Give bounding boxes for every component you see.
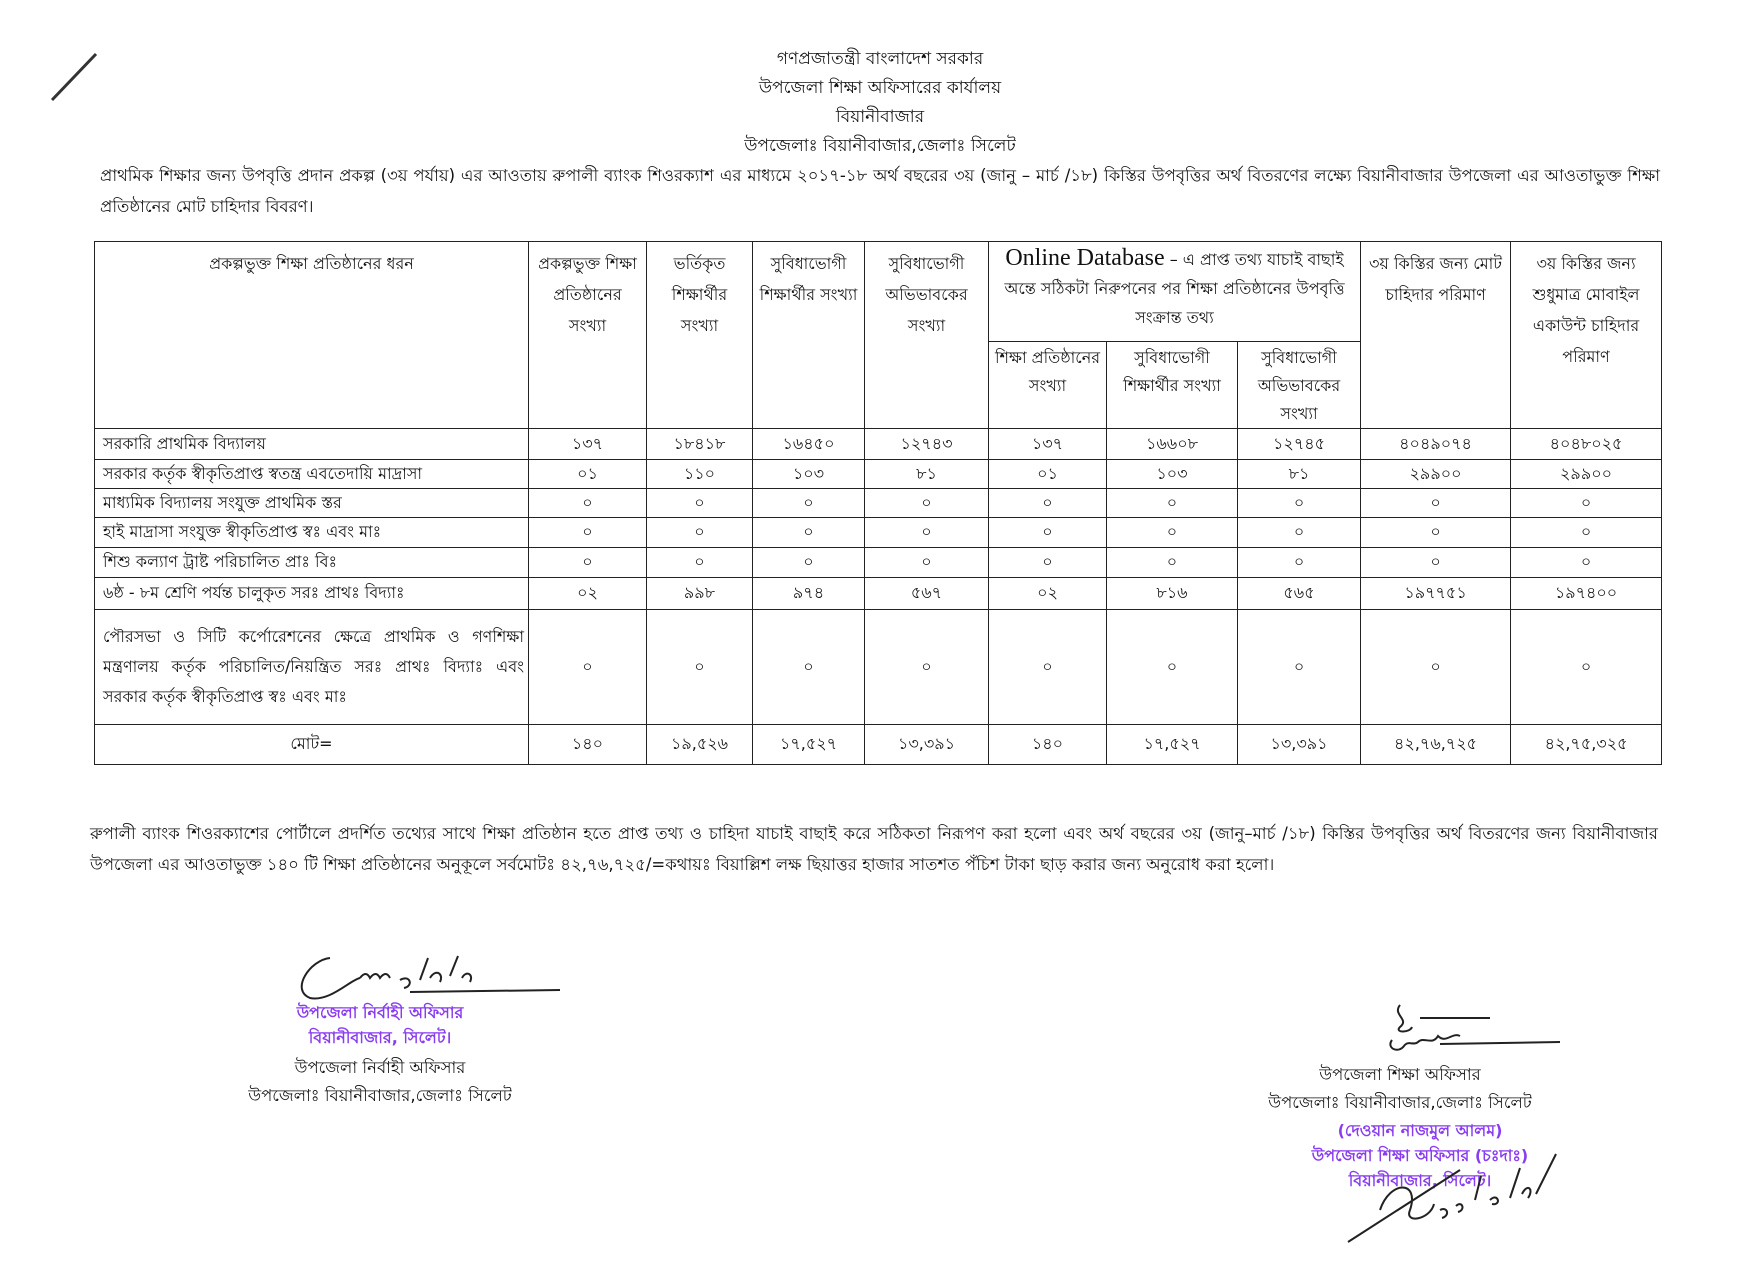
signature-uno: [290, 950, 570, 1010]
table-cell: ১৩৭: [989, 429, 1107, 460]
table-row: [95, 460, 1662, 489]
online-database-label: Online Database: [1005, 245, 1165, 271]
total-cell: ১৭,৫২৭: [1107, 725, 1238, 765]
table-cell: ০: [753, 610, 865, 725]
row-label: ৬ষ্ঠ - ৮ম শ্রেণি পর্যন্ত চালুকৃত সরঃ প্রাথঃ বিদ্যাঃ: [95, 578, 529, 610]
table-cell: ৮১৬: [1107, 578, 1238, 610]
col-header-online-students: সুবিধাভোগী শিক্ষার্থীর সংখ্যা: [1107, 342, 1238, 429]
table-cell: ০: [989, 489, 1107, 518]
table-cell: ০: [647, 518, 753, 548]
table-cell: ০: [1238, 489, 1361, 518]
total-row: [95, 725, 1662, 765]
table-row: [95, 489, 1662, 518]
table-cell: ০: [1361, 548, 1511, 578]
table-cell: ০: [1361, 518, 1511, 548]
table-cell: ০: [1107, 610, 1238, 725]
table-cell: ৪০৪৮০২৫: [1511, 429, 1662, 460]
row-label: মাধ্যমিক বিদ্যালয় সংযুক্ত প্রাথমিক স্তর: [95, 489, 529, 518]
table-cell: ০: [1511, 518, 1662, 548]
table-row: [95, 548, 1662, 578]
right-signatory-title: উপজেলা শিক্ষা অফিসার: [1319, 1065, 1481, 1084]
table-cell: ৫৬৭: [865, 578, 989, 610]
table-cell: ৯৯৮: [647, 578, 753, 610]
total-cell: ১৪০: [529, 725, 647, 765]
table-row: [95, 610, 1662, 725]
stamp-upeo-designation: উপজেলা শিক্ষা অফিসার (চঃদাঃ): [1311, 1146, 1529, 1165]
table-cell: ৪০৪৯০৭৪: [1361, 429, 1511, 460]
table-cell: ১৯৭৭৫১: [1361, 578, 1511, 610]
total-cell: ১৯,৫২৬: [647, 725, 753, 765]
right-signatory-address: উপজেলাঃ বিয়ানীবাজার,জেলাঃ সিলেট: [1268, 1093, 1532, 1112]
total-cell: ১৩,৩৯১: [1238, 725, 1361, 765]
table-cell: ১০৩: [753, 460, 865, 489]
row-label: হাই মাদ্রাসা সংযুক্ত স্বীকৃতিপ্রাপ্ত স্বঃ এবং মাঃ: [95, 518, 529, 548]
table-cell: ১৯৭৪০০: [1511, 578, 1662, 610]
table-cell: ০: [1361, 489, 1511, 518]
table-row: [95, 578, 1662, 610]
left-signatory-title: উপজেলা নির্বাহী অফিসার: [294, 1058, 466, 1077]
table-cell: ০: [1511, 548, 1662, 578]
table-cell: ০: [989, 610, 1107, 725]
table-cell: ০: [647, 489, 753, 518]
table-cell: ৫৬৫: [1238, 578, 1361, 610]
table-body: [95, 429, 1662, 765]
table-row: [95, 429, 1662, 460]
table-cell: ০: [989, 548, 1107, 578]
table-cell: ০: [753, 518, 865, 548]
signature-upeo: [1380, 1000, 1580, 1062]
col-header-enrolled: ভর্তিকৃত শিক্ষার্থীর সংখ্যা: [647, 242, 753, 429]
table-cell: ১২৭৪৩: [865, 429, 989, 460]
total-cell: ৪২,৭৫,৩২৫: [1511, 725, 1662, 765]
intro-paragraph: প্রাথমিক শিক্ষার জন্য উপবৃত্তি প্রদান প্রকল্প (৩য় পর্যায়) এর আওতায় রুপালী ব্যাংক শিওরক্যাশ এর মাধ্যমে ২০১৭-১৮ অর্থ বছরের ৩য় (জানু – মার্চ /১৮) কিস্তির উপবৃত্তির অর্থ বিতরণের লক্ষ্যে বিয়ানীবাজার উপজেলা এর আওতাভুক্ত শিক্ষা প্রতিষ্ঠানের মোট চাহিদার বিবরণ।: [100, 166, 1660, 216]
table-cell: ০: [865, 518, 989, 548]
table-cell: ০: [865, 610, 989, 725]
table-cell: ১৬৬০৮: [1107, 429, 1238, 460]
table-cell: ০১: [529, 460, 647, 489]
table-cell: ০: [647, 610, 753, 725]
total-cell: ১৩,৩৯১: [865, 725, 989, 765]
total-cell: ১৪০: [989, 725, 1107, 765]
total-cell: ৪২,৭৬,৭২৫: [1361, 725, 1511, 765]
online-group-text: – এ প্রাপ্ত তথ্য যাচাই বাছাই অন্তে সঠিকটা নিরুপনের পর শিক্ষা প্রতিষ্ঠানের উপবৃত্তি সংক্রান্ত তথ্য: [1004, 250, 1345, 327]
table-cell: ১৬৪৫০: [753, 429, 865, 460]
table-cell: ৮১: [865, 460, 989, 489]
col-header-online-institutions: শিক্ষা প্রতিষ্ঠানের সংখ্যা: [989, 342, 1107, 429]
header-office: উপজেলা শিক্ষা অফিসারের কার্যালয়: [758, 78, 1002, 98]
row-label: সরকার কর্তৃক স্বীকৃতিপ্রাপ্ত স্বতন্ত্র এবতেদায়ি মাদ্রাসা: [95, 460, 529, 489]
table-cell: ০: [1107, 489, 1238, 518]
table-cell: ২৯৯০০: [1361, 460, 1511, 489]
initial-signature: [1340, 1150, 1570, 1250]
table-cell: ১৮৪১৮: [647, 429, 753, 460]
table-cell: ৮১: [1238, 460, 1361, 489]
table-cell: ০: [1238, 548, 1361, 578]
total-cell: ১৭,৫২৭: [753, 725, 865, 765]
table-cell: ০: [1107, 518, 1238, 548]
left-signatory-address: উপজেলাঃ বিয়ানীবাজার,জেলাঃ সিলেট: [248, 1086, 512, 1105]
demand-table: [94, 241, 1662, 765]
table-cell: ০: [529, 518, 647, 548]
table-cell: ০: [647, 548, 753, 578]
stamp-uno-line1: উপজেলা নির্বাহী অফিসার: [296, 1003, 464, 1022]
table-cell: ০: [1107, 548, 1238, 578]
col-header-beneficiary-students: সুবিধাভোগী শিক্ষার্থীর সংখ্যা: [753, 242, 865, 429]
table-cell: ০: [1361, 610, 1511, 725]
table-cell: ০: [1511, 610, 1662, 725]
table-cell: ০: [753, 489, 865, 518]
table-cell: ১৩৭: [529, 429, 647, 460]
table-cell: ১০৩: [1107, 460, 1238, 489]
table-cell: ২৯৯০০: [1511, 460, 1662, 489]
table-cell: ১২৭৪৫: [1238, 429, 1361, 460]
table-cell: ০: [529, 548, 647, 578]
header-place: বিয়ানীবাজার: [835, 107, 925, 127]
stamp-upeo-place: বিয়ানীবাজার, সিলেট।: [1348, 1171, 1492, 1190]
table-cell: ০: [989, 518, 1107, 548]
table-cell: ০: [529, 610, 647, 725]
col-header-total-demand: ৩য় কিস্তির জন্য মোট চাহিদার পরিমাণ: [1361, 242, 1511, 429]
col-header-type: প্রকল্পভুক্ত শিক্ষা প্রতিষ্ঠানের ধরন: [95, 242, 529, 429]
row-label: পৌরসভা ও সিটি কর্পোরেশনের ক্ষেত্রে প্রাথমিক ও গণশিক্ষা মন্ত্রণালয় কর্তৃক পরিচালিত/নিয়ন্ত্রিত সরঃ প্রাথঃ বিদ্যাঃ এবং সরকার কর্তৃক স্বীকৃতিপ্রাপ্ত স্বঃ এবং মাঃ: [95, 610, 529, 725]
col-header-mobile-demand: ৩য় কিস্তির জন্য শুধুমাত্র মোবাইল একাউন্ট চাহিদার পরিমাণ: [1511, 242, 1662, 429]
table-cell: ০: [753, 548, 865, 578]
col-header-beneficiary-guardians: সুবিধাভোগী অভিভাবকের সংখ্যা: [865, 242, 989, 429]
header-address: উপজেলাঃ বিয়ানীবাজার,জেলাঃ সিলেট: [744, 136, 1016, 156]
table-cell: ০: [865, 548, 989, 578]
closing-paragraph: রুপালী ব্যাংক শিওরক্যাশের পোর্টালে প্রদর্শিত তথ্যের সাথে শিক্ষা প্রতিষ্ঠান হতে প্রাপ্ত তথ্য ও চাহিদা যাচাই বাছাই করে সঠিকতা নিরূপণ করা হলো এবং অর্থ বছরের ৩য় (জানু–মার্চ /১৮) কিস্তির উপবৃত্তির অর্থ বিতরণের জন্য বিয়ানীবাজার উপজেলা এর আওতাভুক্ত ১৪০ টি শিক্ষা প্রতিষ্ঠানের অনুকূলে সর্বমোটঃ ৪২,৭৬,৭২৫/=কথায়ঃ বিয়াল্লিশ লক্ষ ছিয়াত্তর হাজার সাতশত পঁচিশ টাকা ছাড় করার জন্য অনুরোধ করা হলো।: [90, 824, 1658, 874]
col-header-institutions: প্রকল্পভুক্ত শিক্ষা প্রতিষ্ঠানের সংখ্যা: [529, 242, 647, 429]
table-cell: ০: [865, 489, 989, 518]
table-cell: ০১: [989, 460, 1107, 489]
stamp-uno-line2: বিয়ানীবাজার, সিলেট।: [308, 1028, 452, 1047]
header-govt: গণপ্রজাতন্ত্রী বাংলাদেশ সরকার: [776, 49, 984, 69]
table-row: [95, 518, 1662, 548]
stamp-upeo-name: (দেওয়ান নাজমুল আলম): [1337, 1121, 1503, 1140]
table-cell: ০: [529, 489, 647, 518]
total-label: মোট=: [95, 725, 529, 765]
table-cell: ০২: [529, 578, 647, 610]
table-cell: ০২: [989, 578, 1107, 610]
table-cell: ০: [1511, 489, 1662, 518]
table-cell: ১১০: [647, 460, 753, 489]
table-cell: ০: [1238, 518, 1361, 548]
col-header-online-group: [989, 242, 1361, 342]
table-cell: ৯৭৪: [753, 578, 865, 610]
row-label: শিশু কল্যাণ ট্রাষ্ট পরিচালিত প্রাঃ বিঃ: [95, 548, 529, 578]
col-header-online-guardians: সুবিধাভোগী অভিভাবকের সংখ্যা: [1238, 342, 1361, 429]
table-cell: ০: [1238, 610, 1361, 725]
row-label: সরকারি প্রাথমিক বিদ্যালয়: [95, 429, 529, 460]
